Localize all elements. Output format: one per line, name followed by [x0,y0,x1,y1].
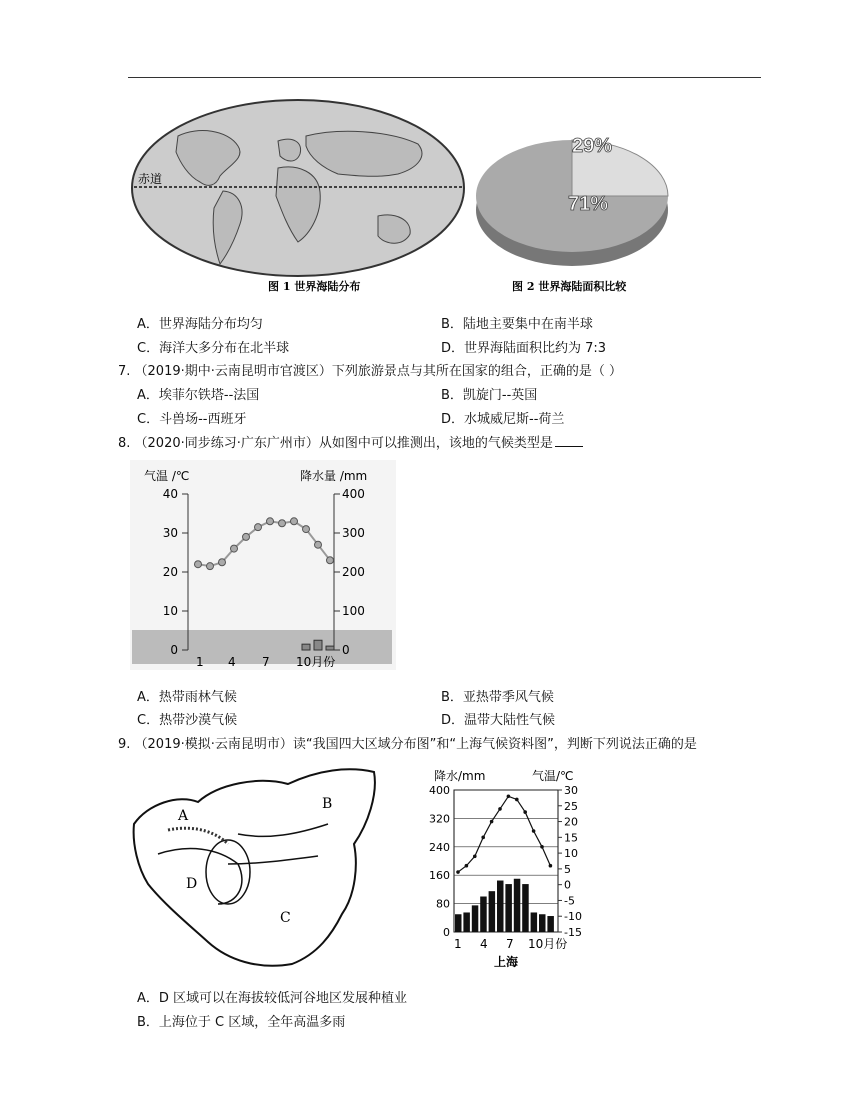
q9-stem: 9. （2019·模拟·云南昆明市）读“我国四大区域分布图”和“上海气候资料图”，判断下列说法正确的是 [118,737,697,752]
q9-temperature-point [473,854,477,858]
q9-x-tick-4: 4 [480,937,488,951]
q8-right-tick-label: 400 [342,487,365,501]
china-regions-map [128,764,386,974]
q8-left-tick-label: 10 [162,604,178,618]
q8-temperature-point [195,561,202,568]
q9-right-tick-label: 20 [564,815,578,829]
q9-temperature-point [507,795,511,799]
q8-temperature-point [231,545,238,552]
q9-right-tick-label: 25 [564,799,578,813]
q9-place-label: 上海 [494,955,519,969]
q8-climate-chart [130,460,396,670]
q7-option-b: B．凯旋门--英国 [441,388,538,403]
map-label-c: C [280,910,291,926]
q8-temperature-point [327,557,334,564]
q8-option-c: C．热带沙漠气候 [137,713,238,728]
q8-left-tick-label: 0 [170,643,178,657]
q9-precip-bar [531,912,538,932]
q6-option-a: A．世界海陆分布均匀 [137,317,263,332]
land-ocean-pie-figure [472,104,684,302]
q9-precip-bar [489,891,496,932]
q8-precip-bar [326,646,334,650]
header-rule [128,77,761,78]
q9-temperature-point [490,820,494,824]
q9-left-tick-label: 80 [436,897,450,911]
q8-x-tick-10: 10月份 [296,655,336,669]
q9-precip-bar [463,912,470,932]
q9-left-axis-title: 降水/mm [434,769,486,783]
q9-right-tick-label: 10 [564,847,578,861]
q9-temperature-point [498,807,502,811]
q8-x-tick-7: 7 [262,655,270,669]
q8-answer-blank [555,446,583,447]
q9-precip-bar [480,897,487,933]
q8-x-tick-1: 1 [196,655,204,669]
q9-temperature-point [456,870,460,874]
q9-precip-bar [522,884,529,932]
q8-left-tick-label: 30 [162,526,178,540]
fig2-caption: 图 2 世界海陆面积比较 [512,280,627,293]
q9-left-tick-label: 0 [443,926,450,939]
q9-right-tick-label: 15 [564,831,578,845]
q8-left-axis-title: 气温 /℃ [144,469,190,483]
q8-right-tick-label: 200 [342,565,365,579]
q8-temperature-point [291,518,298,525]
q6-option-c: C．海洋大多分布在北半球 [137,341,290,356]
q8-right-tick-label: 0 [342,643,350,657]
q9-right-tick-label: -10 [564,910,582,924]
q8-temperature-point [303,526,310,533]
q7-option-a: A．埃菲尔铁塔--法国 [137,388,260,403]
shanghai-climate-chart [424,766,596,976]
q7-option-d: D．水城威尼斯--荷兰 [441,412,565,427]
q8-temperature-point [207,563,214,570]
q9-temperature-point [549,864,553,868]
pie-land-label: 29% [572,135,613,157]
q8-right-axis-title: 降水量 /mm [300,469,368,483]
q9-precip-bar [497,881,504,932]
q8-temperature-point [267,518,274,525]
q9-right-axis-title: 气温/℃ [532,769,574,783]
q8-option-a: A．热带雨林气候 [137,690,237,705]
q9-option-b: B．上海位于 C 区域，全年高温多雨 [137,1015,346,1030]
q8-left-tick-label: 20 [162,565,178,579]
map-label-b: B [322,796,333,812]
map-label-a: A [178,808,189,824]
q9-right-tick-label: 5 [564,862,571,876]
q8-temperature-point [243,533,250,540]
q9-left-tick-label: 400 [429,784,450,797]
q8-option-d: D．温带大陆性气候 [441,713,556,728]
equator-label: 赤道 [138,172,163,186]
q8-temperature-point [279,520,286,527]
q8-option-b: B．亚热带季风气候 [441,690,554,705]
q9-option-a: A．D 区域可以在海拔较低河谷地区发展种植业 [137,991,408,1006]
world-map-figure [128,96,468,302]
q9-left-tick-label: 160 [429,869,450,883]
q9-temperature-point [465,864,469,868]
map-label-d: D [186,876,198,892]
q6-option-b: B．陆地主要集中在南半球 [441,317,593,332]
q9-precip-bar [472,905,479,932]
q8-left-tick-label: 40 [162,487,178,501]
q9-left-tick-label: 320 [429,812,450,826]
q8-precip-bar [302,644,310,650]
q8-x-tick-4: 4 [228,655,236,669]
q9-right-tick-label: -5 [564,894,575,908]
q9-right-tick-label: 0 [564,878,571,892]
pie-ocean-label: 71% [568,193,609,215]
q9-temperature-point [540,845,544,849]
q9-temperature-point [532,829,536,833]
q9-x-tick-1: 1 [454,937,462,951]
q8-right-tick-label: 100 [342,604,365,618]
q8-temperature-point [315,541,322,548]
q7-stem: 7. （2019·期中·云南昆明市官渡区）下列旅游景点与其所在国家的组合，正确的是（ ） [118,364,623,379]
q9-precip-bar [514,879,521,932]
q9-precip-bar [505,884,512,932]
q6-option-d: D．世界海陆面积比约为 7:3 [441,341,607,356]
q8-precip-bar [314,640,322,650]
q9-precip-bar [539,914,546,932]
q9-precip-bar [455,914,462,932]
q8-right-tick-label: 300 [342,526,365,540]
q8-temperature-point [219,559,226,566]
q9-temperature-point [481,836,485,840]
q8-stem-line [118,432,583,451]
q9-x-tick-7: 7 [506,937,514,951]
q9-temperature-line [458,796,550,872]
q8-stem: 8. （2020·同步练习·广东广州市）从如图中可以推测出，该地的气候类型是 [118,436,553,451]
q7-option-c: C．斗兽场--西班牙 [137,412,247,427]
fig1-caption: 图 1 世界海陆分布 [268,280,361,293]
q8-temperature-point [255,524,262,531]
q9-right-tick-label: 30 [564,784,578,797]
q9-temperature-point [523,810,527,814]
q9-x-tick-10: 10月份 [528,937,568,951]
q9-left-tick-label: 240 [429,840,450,854]
q9-right-tick-label: -15 [564,926,582,939]
q9-precip-bar [547,916,554,932]
q9-temperature-point [515,798,519,802]
